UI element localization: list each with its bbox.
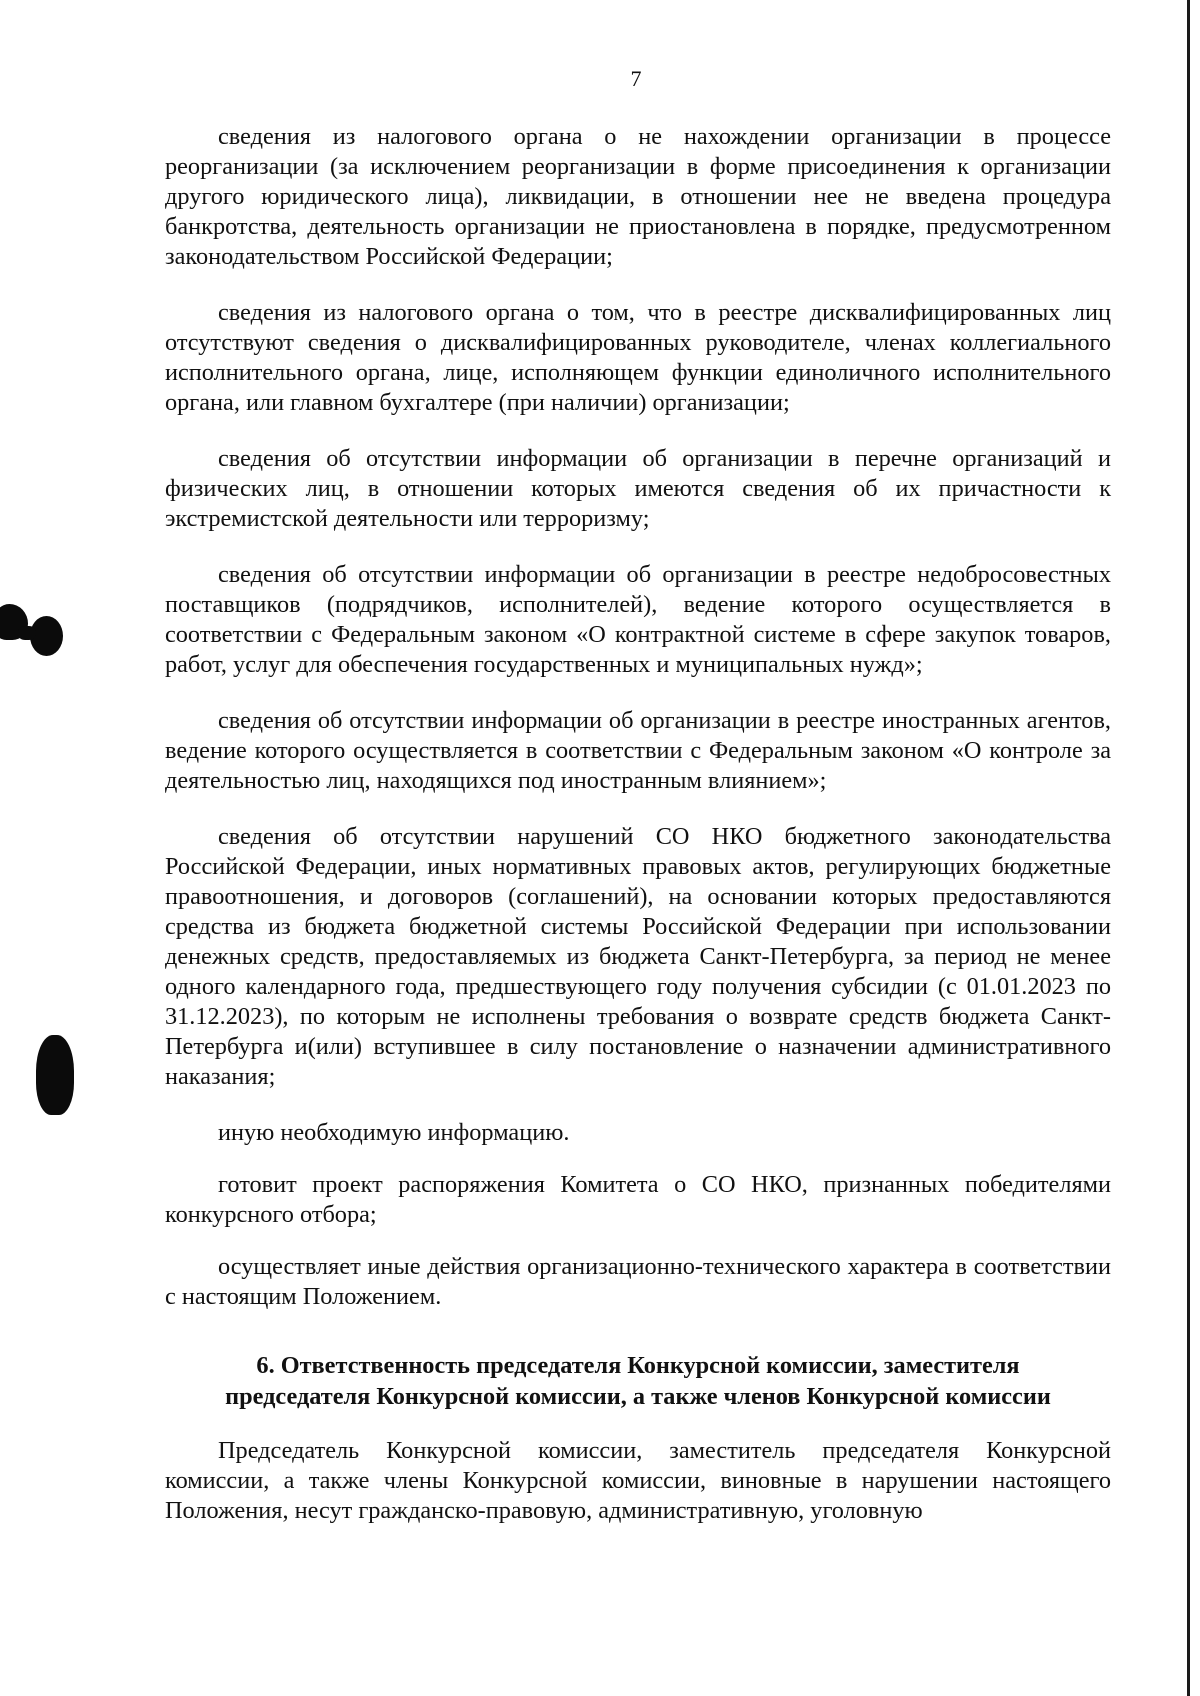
paragraph-foreign-agents: сведения об отсутствии информации об организации в реестре иностранных агентов, ведение которого осуществляется в соответствии с Федеральным законом «О контроле за деятельностью лиц, находящихся под иностранным влиянием»;: [165, 707, 1111, 794]
scan-edge-line: [1187, 0, 1190, 1696]
paragraph-other-actions: осуществляет иные действия организационно-технического характера в соответствии с настоящим Положением.: [165, 1253, 1111, 1310]
paragraph-budget-violations: сведения об отсутствии нарушений СО НКО бюджетного законодательства Российской Федерации, иных нормативных правовых актов, регулирующих бюджетные правоотношения, и договоров (соглашений), на основании которых предоставляются средства из бюджета бюджетной системы Российской Федерации при использовании денежных средств, предоставляемых из бюджета Санкт-Петербурга, за период не менее одного календарного года, предшествующего году получения субсидии (с 01.01.2023 по 31.12.2023), по которым не исполнены требования о возврате средств бюджета Санкт-Петербурга и(или) вступившее в силу постановление о назначении административного наказания;: [165, 823, 1111, 1090]
paragraph-draft-order: готовит проект распоряжения Комитета о СО НКО, признанных победителями конкурсного отбора;: [165, 1171, 1111, 1228]
paragraph-tax-reorganization: сведения из налогового органа о не нахождении организации в процессе реорганизации (за исключением реорганизации в форме присоединения к организации другого юридического лица), ликвидации, в отношении нее не введена процедура банкротства, деятельность организации не приостановлена в порядке, предусмотренном законодательством Российской Федерации;: [165, 123, 1111, 270]
paragraph-extremism-list: сведения об отсутствии информации об организации в перечне организаций и физических лиц, в отношении которых имеются сведения об их причастности к экстремистской деятельности или терроризму;: [165, 445, 1111, 532]
page-number: 7: [630, 66, 642, 91]
document-body: [165, 122, 1111, 1526]
paragraph-other-information: иную необходимую информацию.: [218, 1119, 570, 1146]
section-heading-line: 6. Ответственность председателя Конкурсной комиссии, заместителя: [256, 1352, 1020, 1379]
ink-blot-mark: [18, 626, 36, 640]
ink-blot-mark: [36, 1035, 74, 1115]
section-heading-line: председателя Конкурсной комиссии, а также членов Конкурсной комиссии: [225, 1383, 1051, 1410]
paragraph-unfair-suppliers: сведения об отсутствии информации об организации в реестре недобросовестных поставщиков (подрядчиков, исполнителей), ведение которого осуществляется в соответствии с Федеральным законом «О контрактной системе в сфере закупок товаров, работ, услуг для обеспечения государственных и муниципальных нужд»;: [165, 561, 1111, 678]
paragraph-responsibility: Председатель Конкурсной комиссии, заместитель председателя Конкурсной комиссии, а также члены Конкурсной комиссии, виновные в нарушении настоящего Положения, несут гражданско-правовую, административную, уголовную: [165, 1437, 1111, 1524]
paragraph-disqualified-registry: сведения из налогового органа о том, что в реестре дисквалифицированных лиц отсутствуют сведения о дисквалифицированных руководителе, членах коллегиального исполнительного органа, лице, исполняющем функции единоличного исполнительного органа, или главном бухгалтере (при наличии) организации;: [165, 299, 1111, 416]
section-heading: [165, 1350, 1111, 1412]
